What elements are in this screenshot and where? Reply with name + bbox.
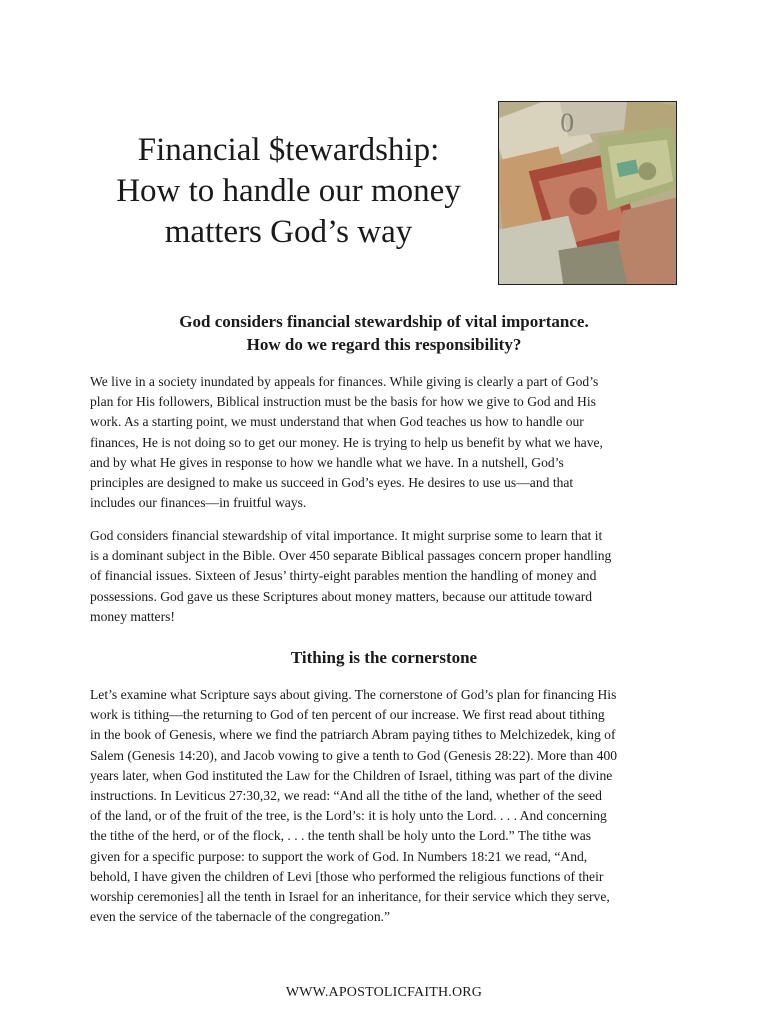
paragraph-line: and by what He gives in response to how we handle what we have. In a nutshell, God’s: [90, 454, 564, 470]
title-line-1: Financial $tewardship:: [137, 132, 440, 168]
paragraph-line: of financial issues. Sixteen of Jesus’ thirty-eight parables mention the handling of money and: [90, 568, 597, 584]
paragraph-line: plan for His followers, Biblical instruction must be the basis for how we give to God and His: [90, 394, 596, 410]
paragraph-line: given for a specific purpose: to support the work of God. In Numbers 18:21 we read, “And,: [90, 848, 588, 864]
paragraph-line: work is tithing—the returning to God of ten percent of our increase. We first read about tithing: [90, 707, 605, 723]
subheading: [90, 310, 678, 356]
paragraph-3: [90, 685, 690, 927]
paragraph-line: worship ceremonies] all the tenth in Israel for an inheritance, for their service which they serve,: [90, 889, 610, 905]
paragraph-line: behold, I have given the children of Levi [those who performed the religious functions of their: [90, 868, 604, 884]
paragraph-line: Salem (Genesis 14:20), and Jacob vowing to give a tenth to God (Genesis 28:22). More than 400: [90, 747, 618, 763]
paragraph-line: of the land, or of the fruit of the tree, is the Lord’s: it is holy unto the Lord. . . . And concerning: [90, 808, 607, 824]
subheading-line-1: God considers financial stewardship of vital importance.: [179, 312, 589, 331]
page-title: [86, 130, 491, 253]
paragraph-line: the tithe of the herd, or of the flock, . . . the tenth shall be holy unto the Lord.” The tithe was: [90, 828, 592, 844]
title-line-2: How to handle our money: [116, 173, 461, 209]
title-line-3: matters God’s way: [164, 214, 413, 250]
paragraph-line: in the book of Genesis, where we find the patriarch Abram paying tithes to Melchizedek, king of: [90, 727, 616, 743]
subheading-line-2: How do we regard this responsibility?: [246, 335, 522, 354]
paragraph-line: principles are designed to make us succeed in God’s eyes. He desires to use us—and that: [90, 475, 574, 491]
paragraph-line: finances, He is not doing so to get our money. He is trying to help us benefit by what we have,: [90, 434, 603, 450]
banknotes-photo: [498, 101, 677, 285]
paragraph-1: [90, 372, 690, 513]
paragraph-line: is a dominant subject in the Bible. Over 450 separate Biblical passages concern proper handling: [90, 548, 612, 564]
paragraph-line: instructions. In Leviticus 27:30,32, we read: “And all the tithe of the land, whether of the seed: [90, 788, 602, 804]
paragraph-line: even the service of the tabernacle of the congregation.”: [90, 909, 391, 925]
paragraph-line: God considers financial stewardship of vital importance. It might surprise some to learn that it: [90, 528, 603, 543]
paragraph-line: work. As a starting point, we must understand that when God teaches us how to handle our: [90, 414, 584, 430]
paragraph-line: We live in a society inundated by appeals for finances. While giving is clearly a part of God’s: [90, 374, 599, 389]
banknote-numeral: 0: [560, 106, 575, 138]
paragraph-line: possessions. God gave us these Scriptures about money matters, because our attitude toward: [90, 588, 593, 604]
paragraph-2: [90, 526, 690, 627]
section-heading: Tithing is the cornerstone: [290, 648, 478, 667]
paragraph-line: Let’s examine what Scripture says about giving. The cornerstone of God’s plan for financing His: [90, 687, 617, 702]
paragraph-line: includes our finances—in fruitful ways.: [90, 495, 307, 511]
paragraph-line: money matters!: [90, 608, 175, 624]
footer-url: WWW.APOSTOLICFAITH.ORG: [285, 985, 483, 1000]
paragraph-line: years later, when God instituted the Law for the Children of Israel, tithing was part of the divine: [90, 767, 613, 783]
